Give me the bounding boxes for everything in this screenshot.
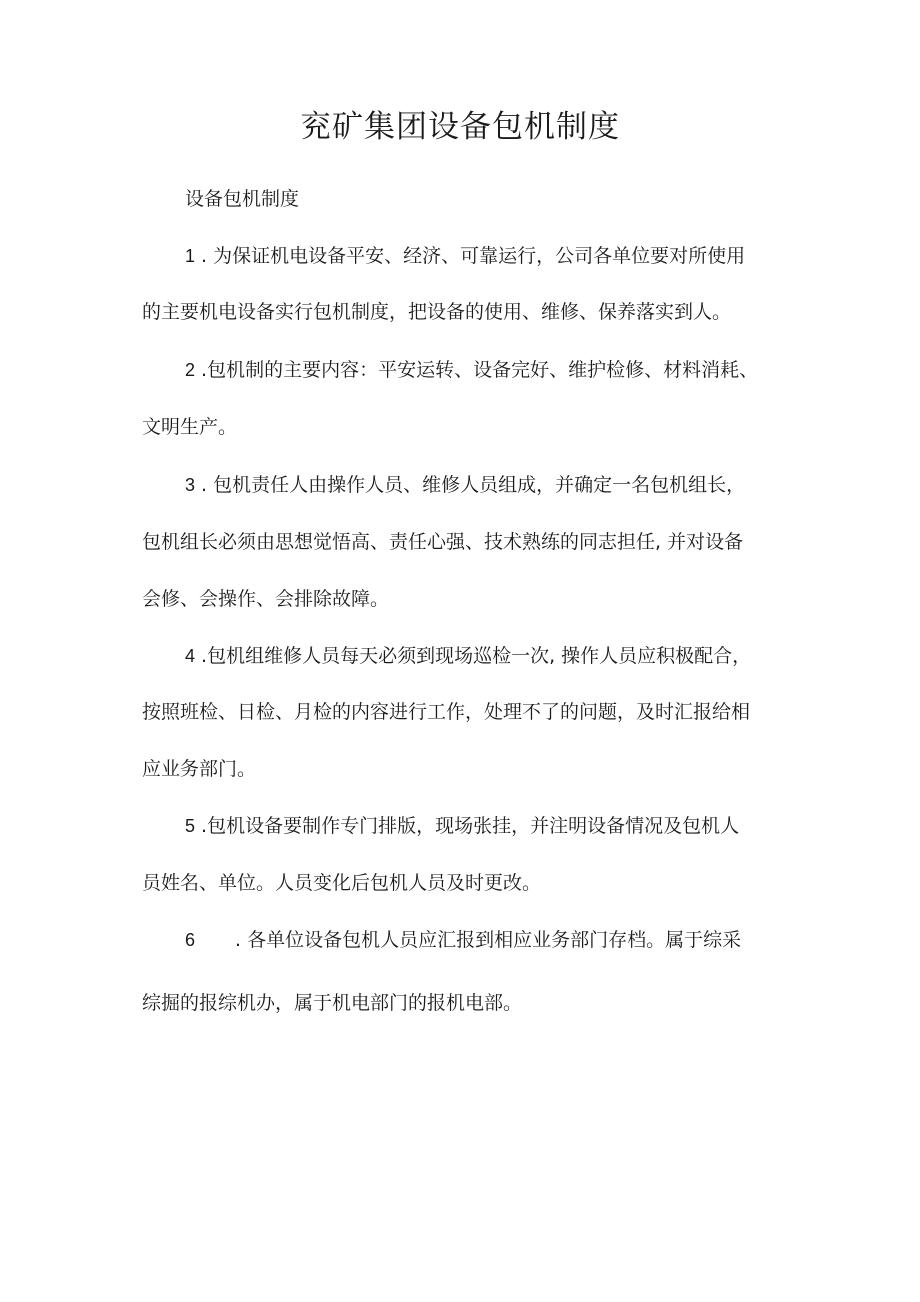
item-5-line-1	[185, 811, 739, 841]
page-title: 兖矿集团设备包机制度	[300, 109, 620, 145]
item-5-line-2: 员姓名、单位。人员变化后包机人员及时更改。	[142, 872, 542, 894]
item-3-line-2: 包机组长必须由思想觉悟高、责任心强、技术熟练的同志担任, 并对设备	[142, 531, 744, 553]
item-number: 1	[185, 246, 196, 266]
item-4-line-1	[185, 641, 751, 671]
item-2-line-1	[185, 355, 758, 385]
item-number: 5	[185, 816, 196, 836]
item-4-line-2: 按照班检、日检、月检的内容进行工作，处理不了的问题，及时汇报给相	[142, 701, 751, 723]
paragraph-text: . 包机责任人由操作人员、维修人员组成，并确定一名包机组长，	[195, 474, 746, 496]
item-6-line-2: 综掘的报综机办，属于机电部门的报机电部。	[142, 992, 523, 1014]
item-6-line-1	[185, 925, 741, 955]
item-2-line-2: 文明生产。	[142, 416, 238, 438]
item-number: 2	[185, 360, 196, 380]
item-1-line-2: 的主要机电设备实行包机制度，把设备的使用、维修、保养落实到人。	[142, 301, 732, 323]
paragraph-text: . 各单位设备包机人员应汇报到相应业务部门存档。属于综采	[235, 929, 742, 951]
paragraph-text: . 为保证机电设备平安、经济、可靠运行，公司各单位要对所使用	[195, 245, 746, 267]
item-number: 3	[185, 475, 196, 495]
item-3-line-3: 会修、会操作、会排除故障。	[142, 588, 390, 610]
document-subtitle: 设备包机制度	[185, 188, 300, 210]
item-1-line-1	[185, 241, 745, 271]
item-number: 6	[185, 930, 196, 950]
item-number: 4	[185, 646, 196, 666]
item-3-line-1	[185, 470, 745, 500]
paragraph-text: .包机组维修人员每天必须到现场巡检一次, 操作人员应积极配合，	[195, 645, 752, 667]
paragraph-text: .包机设备要制作专门排版，现场张挂，并注明设备情况及包机人	[195, 815, 740, 837]
item-4-line-3: 应业务部门。	[142, 758, 257, 780]
paragraph-text: .包机制的主要内容：平安运转、设备完好、维护检修、材料消耗、	[195, 359, 759, 381]
